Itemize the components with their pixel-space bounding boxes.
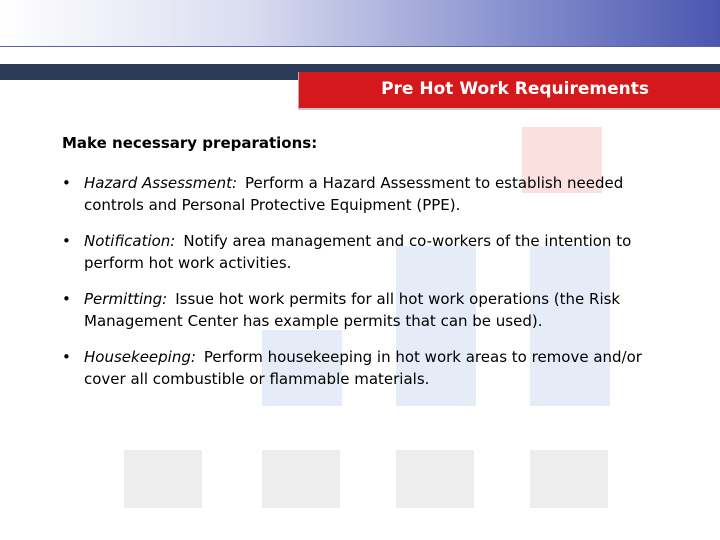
decor-square-gray — [530, 450, 608, 508]
bullet-text: Perform a Hazard Assessment to establish needed controls and Personal Protective Equipment (PPE). — [84, 174, 624, 214]
bullet-item-notification — [62, 230, 682, 274]
bullet-text: Issue hot work permits for all hot work operations (the Risk Management Center has example permits that can be used). — [84, 290, 621, 330]
bullet-term: Hazard Assessment: — [84, 174, 238, 192]
slide-title: Pre Hot Work Requirements — [381, 79, 649, 99]
header-line — [0, 46, 720, 47]
decor-square-gray — [396, 450, 474, 508]
bullet-text: Notify area management and co-workers of the intention to perform hot work activities. — [84, 232, 632, 272]
title-underline — [298, 108, 720, 110]
bullet-icon: • — [62, 348, 71, 366]
bullet-item-hazard-assessment — [62, 172, 682, 216]
title-bar — [298, 72, 720, 108]
bullet-text: Perform housekeeping in hot work areas to remove and/or cover all combustible or flammable materials. — [84, 348, 642, 388]
header-gradient — [0, 0, 720, 46]
bullet-term: Notification: — [84, 232, 176, 250]
decor-square-gray — [262, 450, 340, 508]
bullet-term: Housekeeping: — [84, 348, 196, 366]
bullet-item-housekeeping — [62, 346, 682, 390]
decor-square-gray — [124, 450, 202, 508]
bullet-list — [62, 172, 682, 390]
section-heading: Make necessary preparations: — [62, 134, 318, 152]
bullet-icon: • — [62, 174, 71, 192]
bullet-icon: • — [62, 232, 71, 250]
bullet-icon: • — [62, 290, 71, 308]
bullet-term: Permitting: — [84, 290, 168, 308]
bullet-item-permitting — [62, 288, 682, 332]
slide-content — [62, 134, 682, 404]
